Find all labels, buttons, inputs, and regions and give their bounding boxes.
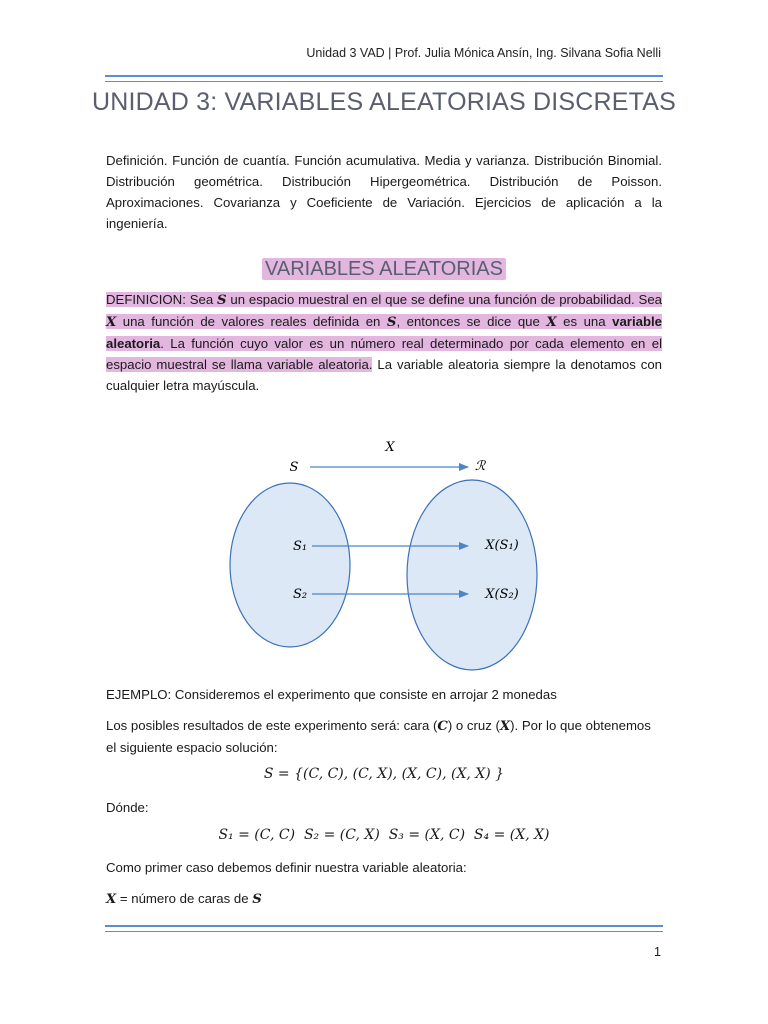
example-text: Los posibles resultados de este experimento será: cara ( (106, 718, 438, 733)
sample-space-formula: S = {(C, C), (C, X), (X, C), (X, X) } (263, 766, 505, 782)
sample-space-ellipse (230, 483, 350, 647)
math-symbol: X (106, 892, 117, 907)
math-symbol: X (546, 315, 557, 330)
math-symbol: S (252, 892, 262, 907)
variable-definition (106, 888, 662, 910)
definition-text: un espacio muestral en el que se define una función de probabilidad. Sea (226, 292, 663, 307)
definition-text: una función de valores reales definida en (116, 314, 387, 329)
x1-label: X(S₁) (485, 538, 519, 553)
example-intro: EJEMPLO: Consideremos el experimento que consiste en arrojar 2 monedas (106, 687, 557, 702)
unit-title: UNIDAD 3: VARIABLES ALEATORIAS DISCRETAS (91, 88, 677, 116)
definition-tail: La variable aleatoria siempre la denotamos con cualquier letra mayúscula. (106, 357, 663, 393)
example-text: ) o cruz ( (447, 718, 500, 733)
codomain-label: ℛ (474, 459, 486, 474)
definition-text: es una (556, 314, 613, 329)
intro-paragraph: Definición. Función de cuantía. Función acumulativa. Media y varianza. Distribución Binomial. Distribución geométrica. Distribución Hipergeométrica. Distribución de Poisson. Aproximaciones. Covarianza y Coeficiente de Variación. Ejercicios de aplicación a la ingeniería. (106, 153, 662, 231)
math-symbol: X (499, 719, 511, 734)
definition-text: . La función cuyo valor es un número real determinado por cada elemento en el espacio muestral se llama variable aleatoria. (106, 336, 662, 372)
example-text: ). Por lo que obtenemos el siguiente espacio solución: (106, 718, 651, 755)
footer-divider (105, 925, 663, 932)
section-title-text: VARIABLES ALEATORIAS (262, 258, 506, 280)
math-symbol: X (106, 315, 117, 330)
donde-label: Dónde: (106, 800, 149, 815)
math-symbol: S (217, 293, 227, 308)
running-header: Unidad 3 VAD | Prof. Julia Mónica Ansín, Ing. Silvana Sofia Nelli (306, 46, 661, 60)
s2-label: S₂ (292, 587, 308, 602)
header-divider (105, 75, 663, 82)
math-symbol: C (437, 719, 448, 734)
math-symbol: S (386, 315, 397, 330)
definition-paragraph (106, 289, 662, 396)
case-paragraph: Como primer caso debemos definir nuestra variable aleatoria: (106, 860, 467, 875)
definition-bold-term: variable aleatoria (106, 314, 662, 351)
real-line-ellipse (407, 480, 537, 670)
section-title (0, 258, 768, 281)
variable-text: = número de caras de (116, 891, 253, 906)
definition-text: , entonces se dice que (396, 314, 547, 329)
random-variable-diagram (200, 430, 570, 680)
definition-text: DEFINICION: Sea (106, 292, 217, 307)
example-results (106, 715, 662, 758)
page-number: 1 (654, 945, 661, 959)
outcomes-formula: S₁ = (C, C) S₂ = (C, X) S₃ = (X, C) S₄ = (X, X) (218, 827, 550, 843)
map-label: X (385, 440, 395, 455)
x2-label: X(S₂) (485, 587, 519, 602)
s1-label: S₁ (292, 539, 308, 554)
domain-label: S (289, 460, 299, 475)
